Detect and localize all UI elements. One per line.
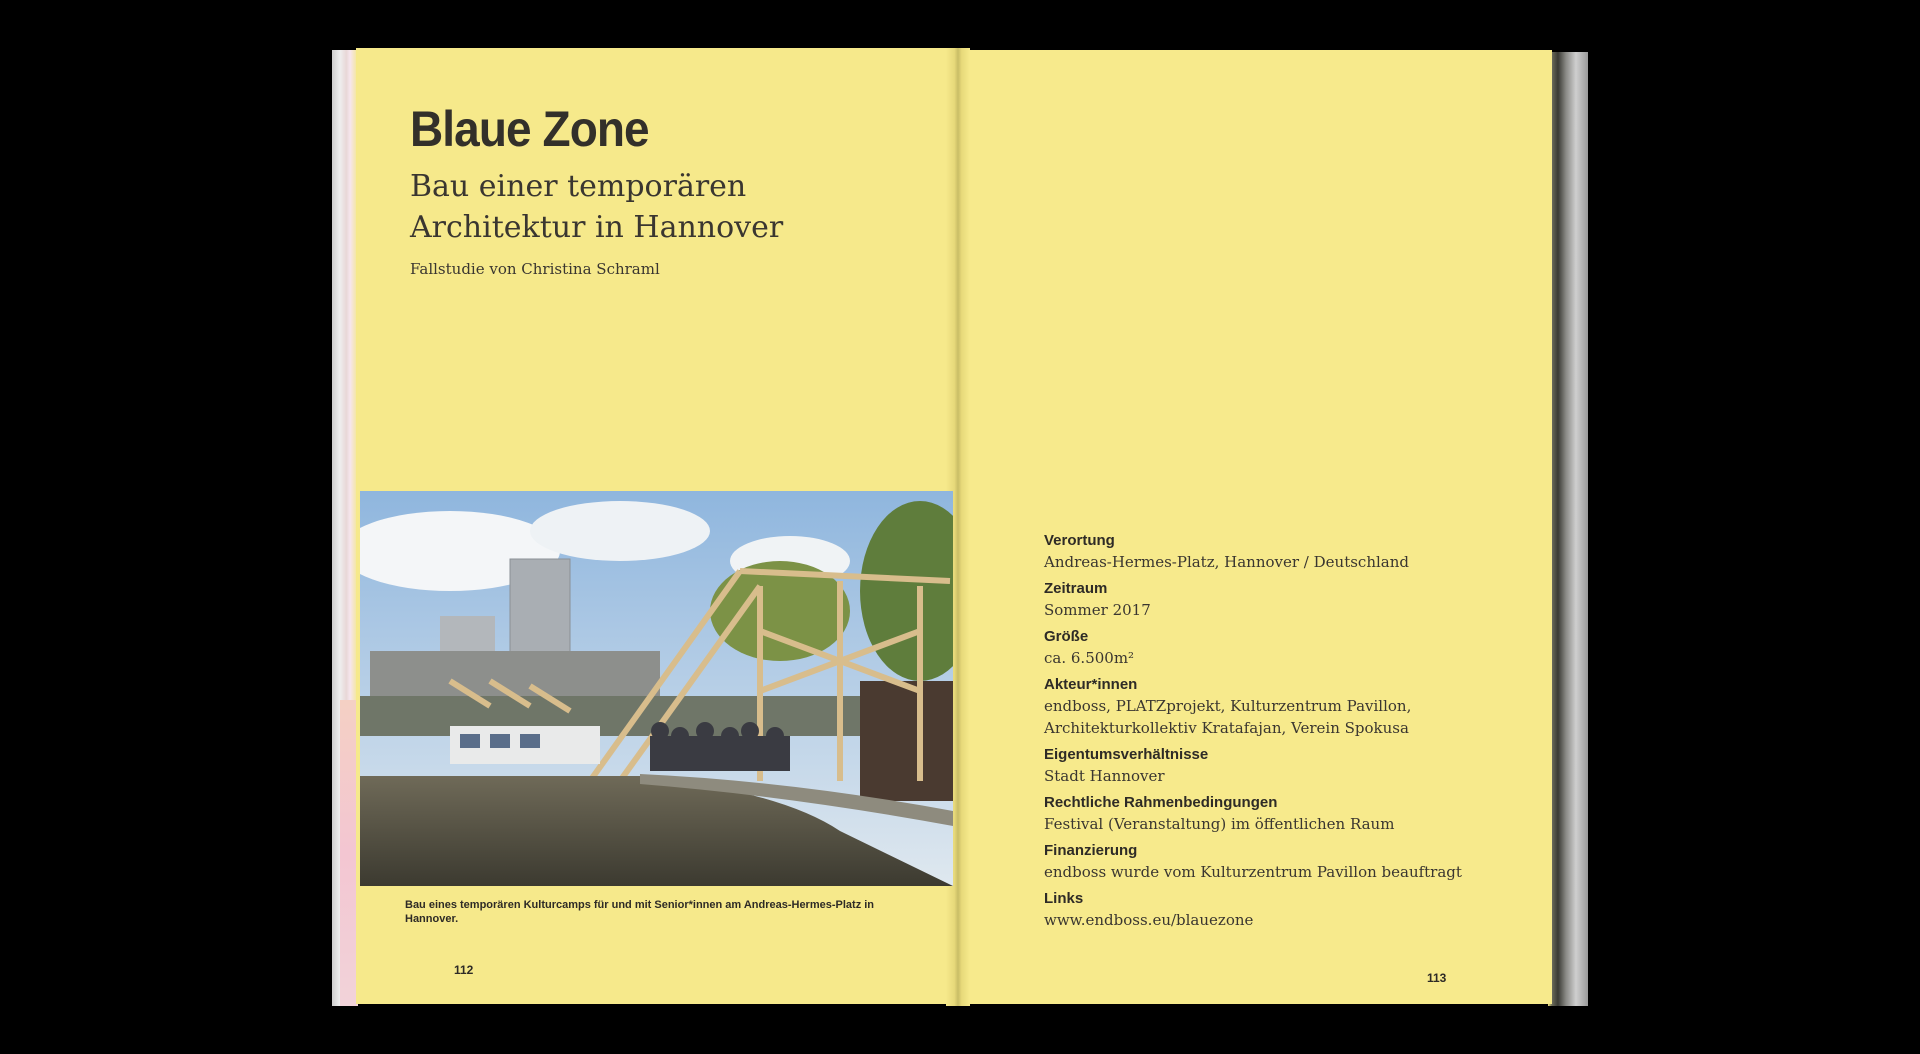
fact-label: Finanzierung (1044, 842, 1138, 859)
fact-value: endboss wurde vom Kulturzentrum Pavillon beauftragt (1044, 863, 1462, 881)
fact-ownership (1044, 745, 1484, 787)
project-link[interactable]: www.endboss.eu/blauezone (1044, 911, 1254, 929)
case-study-photo (360, 491, 953, 886)
fact-size (1044, 627, 1484, 669)
fact-value: Festival (Veranstaltung) im öffentlichen Raum (1044, 815, 1395, 833)
fact-links (1044, 889, 1484, 931)
fact-value: Sommer 2017 (1044, 601, 1151, 619)
page-number-right: 113 (1427, 971, 1447, 985)
page-subtitle: Bau einer temporären Architektur in Hannover (410, 169, 784, 245)
page-title: Blaue Zone (410, 101, 649, 157)
photo-caption: Bau eines temporären Kulturcamps für und mit Senior*innen am Andreas-Hermes-Platz in Hannover. (405, 899, 875, 925)
page-number-left: 112 (454, 963, 474, 977)
fact-value: ca. 6.500m² (1044, 649, 1135, 667)
fact-value: Stadt Hannover (1044, 767, 1165, 785)
fact-actors (1044, 675, 1484, 739)
fact-label: Links (1044, 890, 1084, 907)
fact-legal-framework (1044, 793, 1484, 835)
fact-label: Verortung (1044, 532, 1115, 549)
fact-funding (1044, 841, 1484, 883)
page-edge-right (1548, 52, 1588, 1006)
fact-label: Zeitraum (1044, 580, 1108, 597)
fact-location (1044, 531, 1484, 573)
fact-label: Rechtliche Rahmenbedingungen (1044, 794, 1278, 811)
fact-label: Eigentumsverhältnisse (1044, 746, 1209, 763)
fact-value: Andreas-Hermes-Platz, Hannover / Deutschland (1044, 553, 1409, 571)
fact-label: Größe (1044, 628, 1089, 645)
byline: Fallstudie von Christina Schraml (410, 260, 660, 278)
fact-period (1044, 579, 1484, 621)
project-facts (1044, 525, 1484, 931)
fact-value: endboss, PLATZprojekt, Kulturzentrum Pavillon, Architekturkollektiv Kratafajan, Verein Spokusa (1044, 697, 1412, 737)
fact-label: Akteur*innen (1044, 676, 1138, 693)
